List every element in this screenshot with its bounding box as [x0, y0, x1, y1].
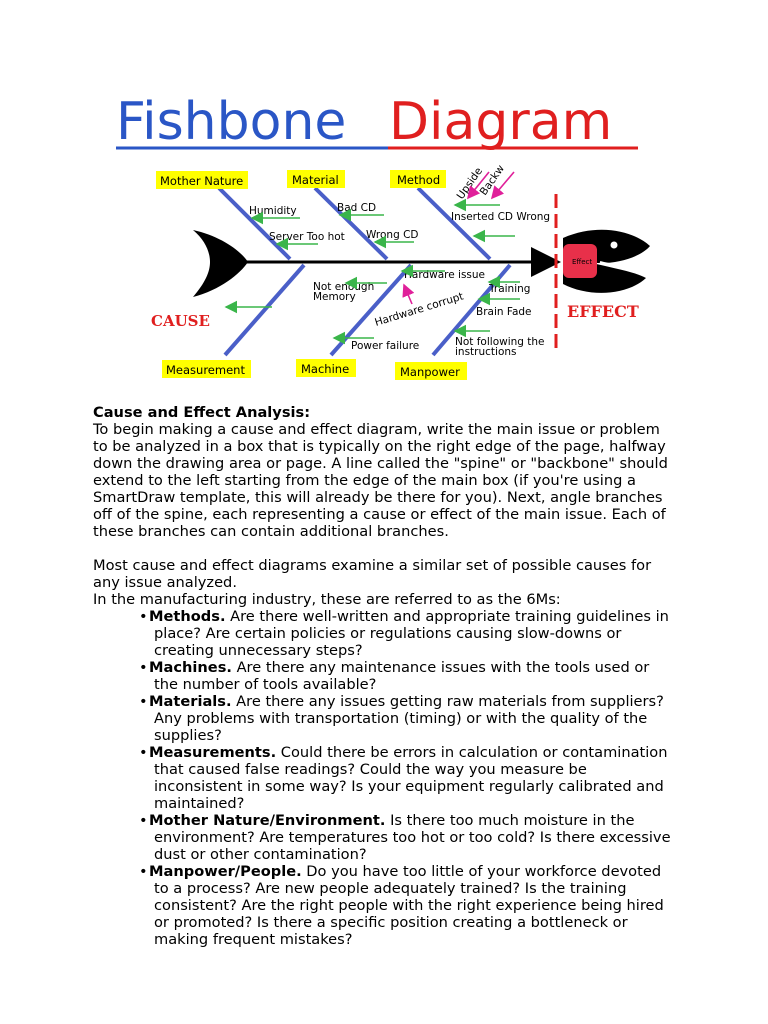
- list-item: •Machines. Are there any maintenance issues with the tools used or the number of tools available?: [139, 659, 650, 693]
- svg-text:Method: Method: [397, 173, 441, 187]
- svg-text:Measurement: Measurement: [166, 363, 245, 377]
- cause-wrong-cd: Wrong CD: [366, 229, 419, 241]
- category-manpower: [395, 362, 467, 380]
- svg-text:Machine: Machine: [301, 362, 350, 376]
- paragraph-causes: Most cause and effect diagrams examine a similar set of possible causes for any issue analyzed.: [93, 557, 652, 591]
- paragraph-6ms: In the manufacturing industry, these are referred to as the 6Ms:: [93, 591, 561, 608]
- cause-upside: Upside: [454, 165, 486, 202]
- arrow-hardware-corrupt: [404, 285, 412, 304]
- cause-training: Training: [489, 283, 531, 295]
- bone-method: [418, 188, 490, 259]
- effect-box-label: Effect: [572, 258, 593, 266]
- cause-not-following: Not following the: [455, 336, 545, 348]
- fish-head: [563, 230, 650, 293]
- cause-hardware-corrupt: Hardware corrupt: [373, 290, 465, 329]
- cause-bad-cd: Bad CD: [337, 202, 377, 214]
- cause-brain-fade: Brain Fade: [476, 306, 532, 318]
- bone-material: [315, 188, 387, 259]
- category-method: [390, 170, 446, 188]
- fish-tail: [193, 230, 248, 297]
- cause-backw: Backw: [477, 162, 508, 198]
- cause-inserted-cd-wrong: Inserted CD Wrong: [451, 211, 551, 223]
- fishbone-diagram: [0, 0, 768, 395]
- list-item: •Measurements. Could there be errors in calculation or contamination that caused false readings? Could the way you measure be inconsistent in some way? Is your equipment regularly calibrated and maintained?: [139, 744, 668, 812]
- six-ms-list: [93, 608, 673, 948]
- cause-instructions: instructions: [455, 346, 517, 358]
- cause-memory: Memory: [313, 291, 356, 303]
- title-fishbone: Fishbone: [116, 92, 347, 152]
- list-item: •Methods. Are there well-written and appropriate training guidelines in place? Are certain policies or regulations causing slow-downs or creating unnecessary steps?: [139, 608, 669, 659]
- cause-not-enough: Not enough: [313, 281, 375, 293]
- category-material: [287, 170, 345, 188]
- cause-power-failure: Power failure: [351, 340, 420, 352]
- category-machine: [296, 359, 356, 377]
- fish-eye: [611, 242, 618, 249]
- effect-label: EFFECT: [567, 302, 639, 321]
- category-mother-nature: [156, 171, 248, 189]
- title-diagram: Diagram: [389, 92, 613, 152]
- cause-label: CAUSE: [151, 312, 210, 330]
- cause-hardware-issue: Hardware issue: [404, 269, 486, 281]
- svg-text:Material: Material: [292, 173, 339, 187]
- list-item: •Materials. Are there any issues getting raw materials from suppliers? Any problems with transportation (timing) or with the quality of the supplies?: [139, 693, 664, 744]
- analysis-text: [93, 404, 673, 948]
- category-measurement: [162, 360, 251, 378]
- list-item: •Manpower/People. Do you have too little of your workforce devoted to a process? Are new people adequately trained? Is the training consistent? Are the right people with the right experience being hired or promoted? Is there a specific position creating a bottleneck or making frequent mistakes?: [139, 863, 664, 948]
- svg-text:Mother Nature: Mother Nature: [160, 174, 244, 188]
- section-heading: Cause and Effect Analysis:: [93, 404, 311, 421]
- list-item: •Mother Nature/Environment. Is there too much moisture in the environment? Are temperatures too hot or too cold? Is there excessive dust or other contamination?: [139, 812, 671, 863]
- cause-humidity: Humidity: [249, 205, 297, 217]
- svg-text:Manpower: Manpower: [400, 365, 460, 379]
- bone-measurement: [225, 265, 304, 355]
- cause-server-too-hot: Server Too hot: [269, 231, 345, 243]
- paragraph-intro: To begin making a cause and effect diagram, write the main issue or problem to be analyzed in a box that is typically on the right edge of the page, halfway down the drawing area or page. A line called the "spine" or "backbone" should extend to the left starting from the edge of the main box (if you're using a SmartDraw template, this will already be there for you). Next, angle branches off of the spine, each representing a cause or effect of the main issue. Each of these branches can contain additional branches.: [93, 421, 668, 540]
